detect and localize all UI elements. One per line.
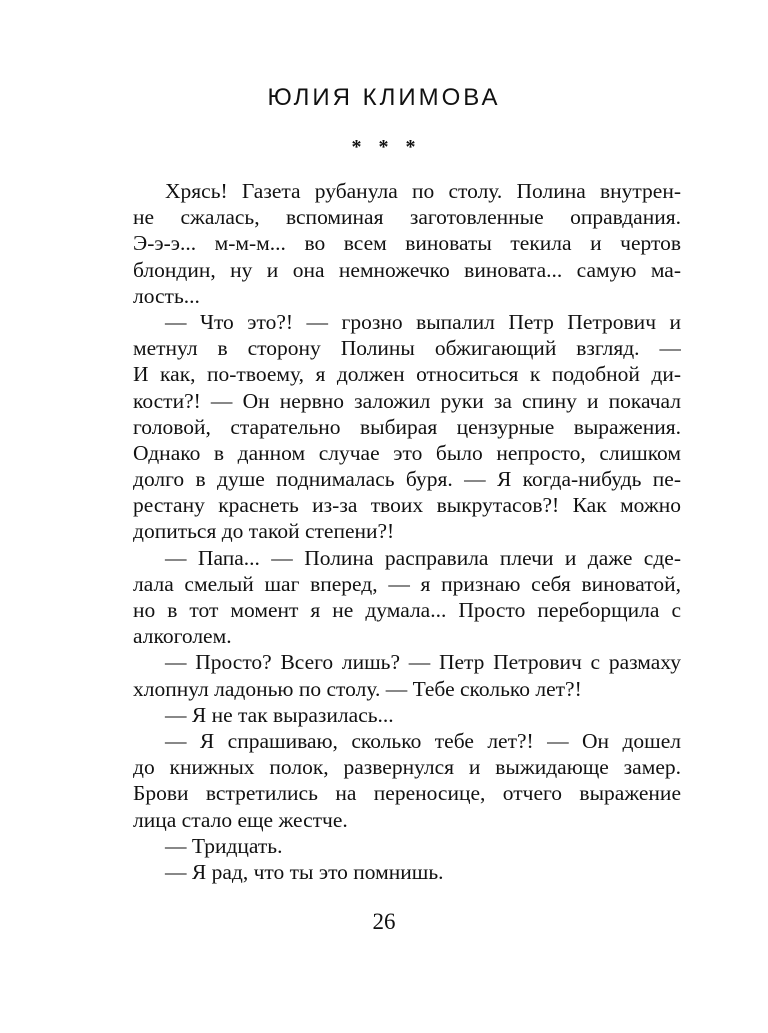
text-line: до книжных полок, развернулся и выжидающе замер.	[133, 755, 681, 780]
text-line: рестану краснеть из-за твоих выкрутасов?! Как можно	[133, 493, 681, 518]
text-line: — Что это?! — грозно выпалил Петр Петрович и	[165, 309, 681, 334]
text-line: — Я рад, что ты это помнишь.	[165, 859, 444, 884]
text-line: Хрясь! Газета рубанула по столу. Полина внутрен-	[165, 179, 681, 203]
text-line: не сжалась, вспоминая заготовленные оправдания.	[133, 205, 681, 230]
text-line: Э-э-э... м-м-м... во всем виноваты текила и чертов	[133, 231, 681, 256]
text-line: кости?! — Он нервно заложил руки за спину и покачал	[133, 388, 681, 413]
page-number: 26	[372, 909, 396, 934]
text-line: хлопнул ладонью по столу. — Тебе сколько лет?!	[133, 676, 582, 701]
section-break-asterisks: * * *	[351, 136, 417, 158]
running-header-author: ЮЛИЯ КЛИМОВА	[267, 84, 501, 111]
text-line: но в тот момент я не думала... Просто переборщила с	[133, 598, 681, 622]
text-line: лала смелый шаг вперед, — я признаю себя виноватой,	[133, 571, 681, 596]
text-line: — Я не так выразилась...	[165, 702, 394, 727]
text-line: блондин, ну и она немножечко виновата... самую ма-	[133, 257, 681, 282]
text-line: — Просто? Всего лишь? — Петр Петрович с размаху	[165, 650, 681, 675]
text-line: лица стало еще жестче.	[133, 807, 348, 832]
body-text	[133, 178, 681, 885]
text-line: — Я спрашиваю, сколько тебе лет?! — Он дошел	[165, 728, 681, 753]
text-line: Брови встретились на переносице, отчего выражение	[133, 781, 681, 806]
text-line: долго в душе поднималась буря. — Я когда-нибудь пе-	[133, 467, 681, 492]
text-line: И как, по-твоему, я должен относиться к подобной ди-	[133, 362, 681, 387]
text-line: метнул в сторону Полины обжигающий взгляд. —	[133, 336, 681, 361]
text-line: Однако в данном случае это было непросто, слишком	[133, 440, 681, 465]
text-line: — Тридцать.	[165, 833, 283, 858]
text-line: головой, старательно выбирая цензурные выражения.	[133, 414, 681, 439]
text-line: алкоголем.	[133, 624, 232, 649]
text-line: — Папа... — Полина расправила плечи и даже сде-	[165, 545, 681, 570]
text-line: допиться до такой степени?!	[133, 519, 395, 544]
text-line: лость...	[133, 283, 200, 308]
